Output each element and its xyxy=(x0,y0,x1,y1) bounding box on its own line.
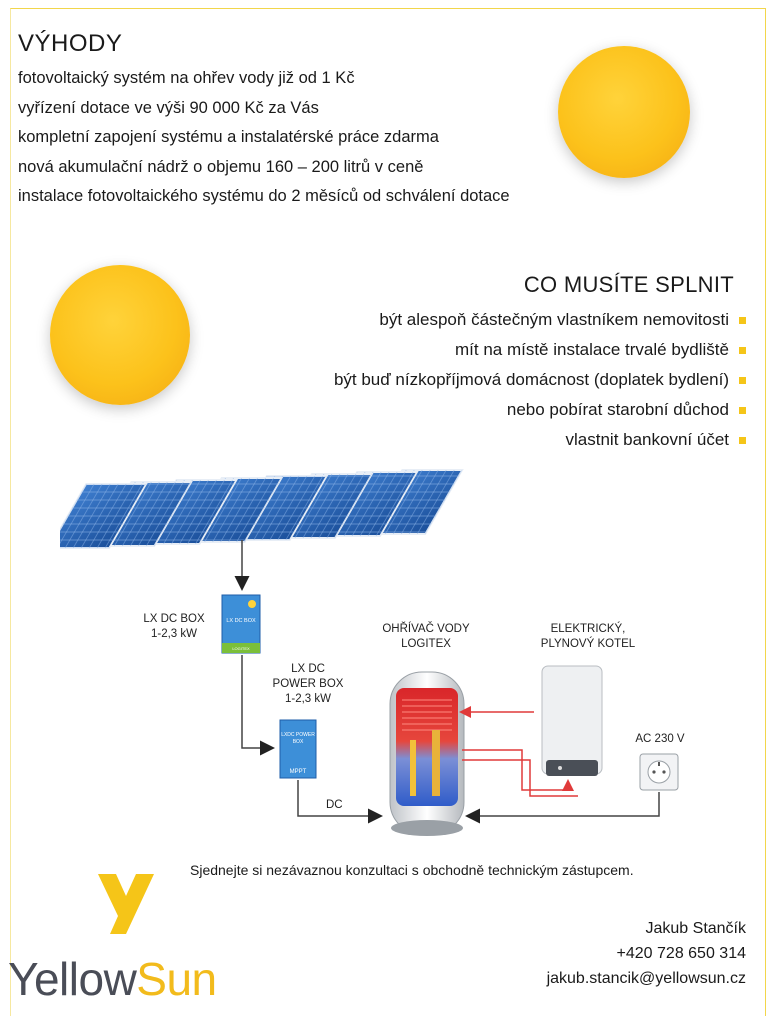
requirement-item xyxy=(334,305,746,335)
dc-label: DC xyxy=(326,799,343,811)
benefits-title: VÝHODY xyxy=(18,30,123,57)
power-socket-icon xyxy=(640,754,678,790)
heater-label-line1: OHŘÍVAČ VODY xyxy=(382,623,470,635)
bullet-square-icon xyxy=(739,377,746,384)
consultation-text: Sjednejte si nezávaznou konzultaci s obchodně technickým zástupcem. xyxy=(190,862,634,878)
bullet-square-icon xyxy=(739,347,746,354)
requirement-text: být alespoň částečným vlastníkem nemovitosti xyxy=(379,310,729,329)
requirements-title: CO MUSÍTE SPLNIT xyxy=(523,272,734,297)
benefit-item: vyřízení dotace ve výši 90 000 Kč za Vás xyxy=(18,98,319,117)
requirement-item xyxy=(334,335,746,365)
system-diagram xyxy=(60,460,740,850)
power-box-face-line1: LXDC POWER xyxy=(281,732,315,738)
requirement-text: být buď nízkopříjmová domácnost (doplatek bydlení) xyxy=(333,370,729,389)
power-box-label-line2: POWER BOX xyxy=(272,678,344,690)
brand-logo-text xyxy=(8,952,217,1006)
benefits-list xyxy=(18,64,510,212)
sun-decoration-middle xyxy=(50,265,190,405)
contact-block xyxy=(547,916,746,991)
boiler-label-line2: PLYNOVÝ KOTEL xyxy=(540,638,636,650)
dc-box-brand-text: LOGITEX xyxy=(232,646,250,651)
brand-part1: Yellow xyxy=(8,953,137,1005)
dc-box-face-text: LX DC BOX xyxy=(226,618,256,624)
bullet-square-icon xyxy=(739,437,746,444)
sun-decoration-top xyxy=(558,46,690,178)
heater-label-line2: LOGITEX xyxy=(401,638,451,650)
requirement-item xyxy=(334,395,746,425)
dc-box-label: LX DC BOX xyxy=(143,613,205,625)
boiler-label-line1: ELEKTRICKÝ, xyxy=(550,623,626,635)
ac-label: AC 230 V xyxy=(635,733,685,745)
power-box xyxy=(280,720,316,778)
requirement-text: mít na místě instalace trvalé bydliště xyxy=(454,340,729,359)
contact-email[interactable]: jakub.stancik@yellowsun.cz xyxy=(546,970,746,987)
bullet-square-icon xyxy=(739,407,746,414)
requirement-text: vlastnit bankovní účet xyxy=(565,430,729,449)
benefit-item: nová akumulační nádrž o objemu 160 – 200 litrů v ceně xyxy=(18,157,424,176)
contact-phone[interactable]: +420 728 650 314 xyxy=(616,945,746,962)
power-box-label-line1: LX DC xyxy=(291,663,325,675)
dc-box-power: 1-2,3 kW xyxy=(150,628,198,640)
boiler-unit xyxy=(542,666,602,776)
bullet-square-icon xyxy=(739,317,746,324)
requirement-item xyxy=(334,425,746,455)
benefit-item: instalace fotovoltaického systému do 2 měsíců od schválení dotace xyxy=(18,187,510,205)
yellowsun-logo-icon xyxy=(96,870,156,938)
requirement-text: nebo pobírat starobní důchod xyxy=(506,400,729,419)
power-box-face-mppt: MPPT xyxy=(289,769,307,775)
benefit-item: kompletní zapojení systému a instalatérské práce zdarma xyxy=(18,128,439,146)
requirements-list xyxy=(334,305,746,455)
power-box-power: 1-2,3 kW xyxy=(284,693,332,705)
requirement-item xyxy=(334,365,746,395)
contact-name: Jakub Stančík xyxy=(645,920,746,937)
brand-part2: Sun xyxy=(136,953,217,1005)
water-heater-tank xyxy=(390,672,464,836)
power-box-face-line2: BOX xyxy=(292,739,304,745)
dc-box xyxy=(222,595,260,653)
solar-panels xyxy=(60,470,462,548)
benefit-item: fotovoltaický systém na ohřev vody již od 1 Kč xyxy=(18,69,355,87)
